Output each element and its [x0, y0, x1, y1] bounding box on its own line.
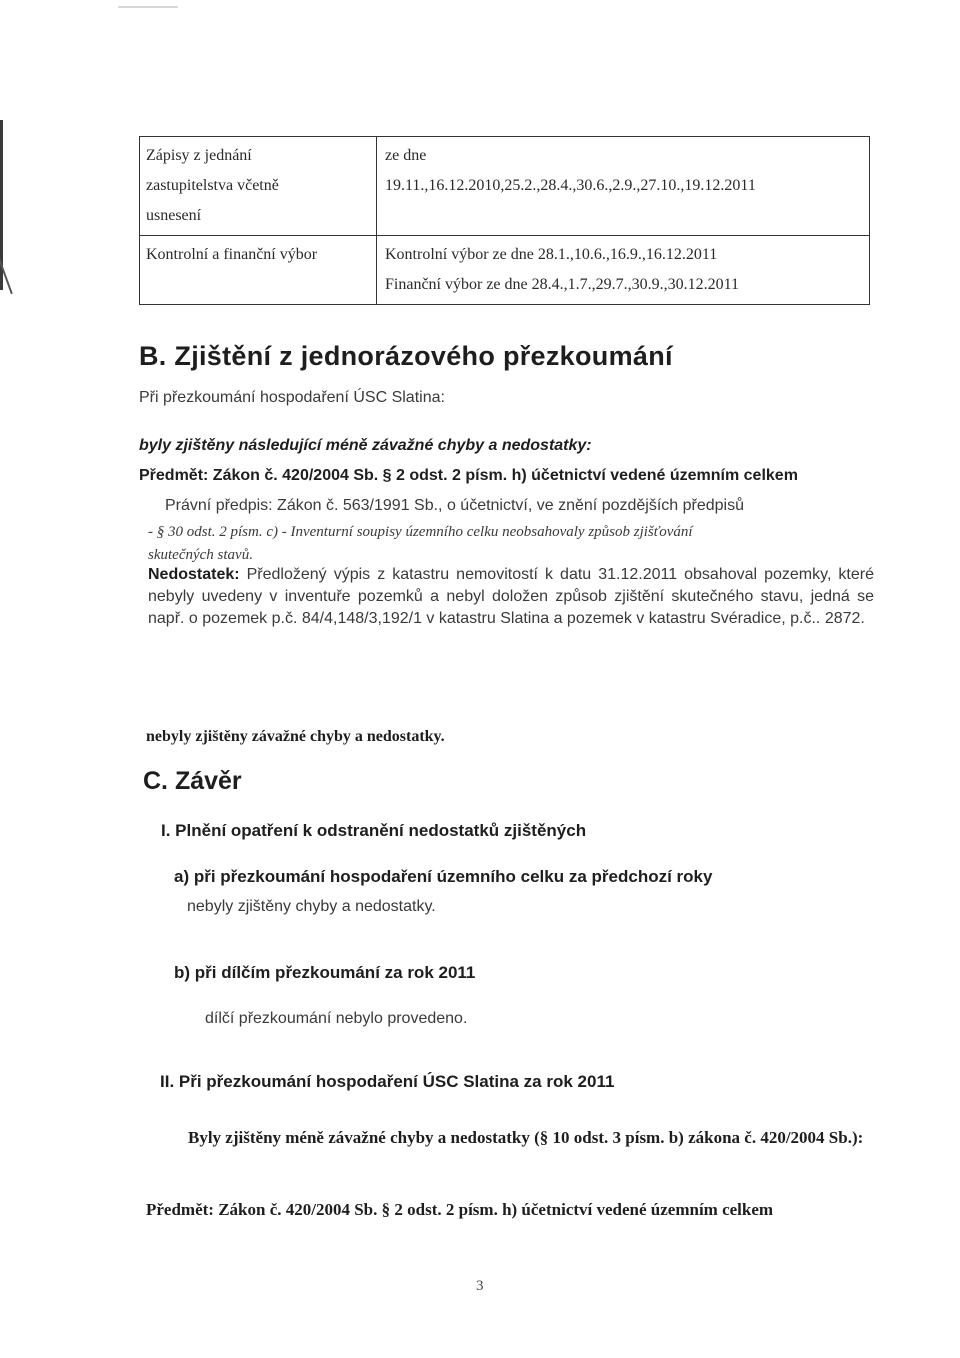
section-c-heading: C. Závěr: [143, 767, 242, 795]
cell-text: Kontrolní výbor ze dne 28.1.,10.6.,16.9.,16.12.2011: [385, 246, 718, 263]
part-1a-title: a) při přezkoumání hospodaření územního celku za předchozí roky: [174, 867, 713, 886]
italic-provision-line-1: - § 30 odst. 2 písm. c) - Inventurní soupisy územního celku neobsahovaly způsob zjišťování: [148, 524, 693, 540]
section-b-subject: Předmět: Zákon č. 420/2004 Sb. § 2 odst. 2 písm. h) účetnictví vedené územním celkem: [139, 467, 798, 484]
part-2-text: Byly zjištěny méně závažné chyby a nedostatky (§ 10 odst. 3 písm. b) zákona č. 420/2004 Sb.):: [188, 1128, 864, 1147]
part-1b-text: dílčí přezkoumání nebylo provedeno.: [205, 1010, 468, 1027]
deficiency-label: Nedostatek:: [148, 566, 240, 583]
legal-regulation-text: Právní předpis: Zákon č. 563/1991 Sb., o účetnictví, ve znění pozdějších předpisů: [165, 497, 745, 514]
deficiency-paragraph: [148, 564, 874, 630]
table-cell-label: [140, 236, 377, 305]
table-cell-value: [377, 137, 870, 236]
section-b-intro: Při přezkoumání hospodaření ÚSC Slatina:: [139, 389, 445, 406]
cell-text: usnesení: [146, 207, 202, 224]
deficiency-text: Předložený výpis z katastru nemovitostí k datu 31.12.2011 obsahoval pozemky, které nebyly uvedeny v inventuře pozemků a nebyl doložen způsob zjištění skutečného stavu, jedná se např. o pozemek p.č. 84/4,148/3,192/1 v katastru Slatina a pozemek v katastru Svéradice, p.č.. 2872.: [148, 566, 874, 627]
section-b-heading: B. Zjištění z jednorázového přezkoumání: [139, 341, 673, 371]
table-cell-value: [377, 236, 870, 305]
cell-text: Kontrolní a finanční výbor: [146, 246, 318, 263]
section-c-subject: Předmět: Zákon č. 420/2004 Sb. § 2 odst. 2 písm. h) účetnictví vedené územním celkem: [146, 1200, 774, 1219]
page-number: 3: [476, 1278, 484, 1294]
section-b-found-text: byly zjištěny následující méně závažné chyby a nedostatky:: [139, 437, 592, 454]
cell-text: Finanční výbor ze dne 28.4.,1.7.,29.7.,30.9.,30.12.2011: [385, 276, 740, 293]
part-2-title: II. Při přezkoumání hospodaření ÚSC Slatina za rok 2011: [160, 1072, 615, 1091]
table-row: [140, 137, 870, 236]
cell-text: ze dne: [385, 147, 427, 164]
table-row: [140, 236, 870, 305]
no-serious-errors-text: nebyly zjištěny závažné chyby a nedostatky.: [146, 728, 445, 745]
table-cell-label: [140, 137, 377, 236]
cell-text: zastupitelstva včetně: [146, 177, 279, 194]
part-1a-text: nebyly zjištěny chyby a nedostatky.: [187, 898, 436, 915]
italic-provision-line-2: skutečných stavů.: [148, 547, 253, 563]
cell-text: 19.11.,16.12.2010,25.2.,28.4.,30.6.,2.9.,27.10.,19.12.2011: [385, 177, 756, 194]
part-1-title: I. Plnění opatření k odstranění nedostatků zjištěných: [161, 821, 587, 840]
meeting-records-table: [139, 136, 870, 305]
part-1b-title: b) při dílčím přezkoumání za rok 2011: [174, 963, 476, 982]
cell-text: Zápisy z jednání: [146, 147, 252, 164]
scan-artifact-top: [118, 6, 178, 8]
